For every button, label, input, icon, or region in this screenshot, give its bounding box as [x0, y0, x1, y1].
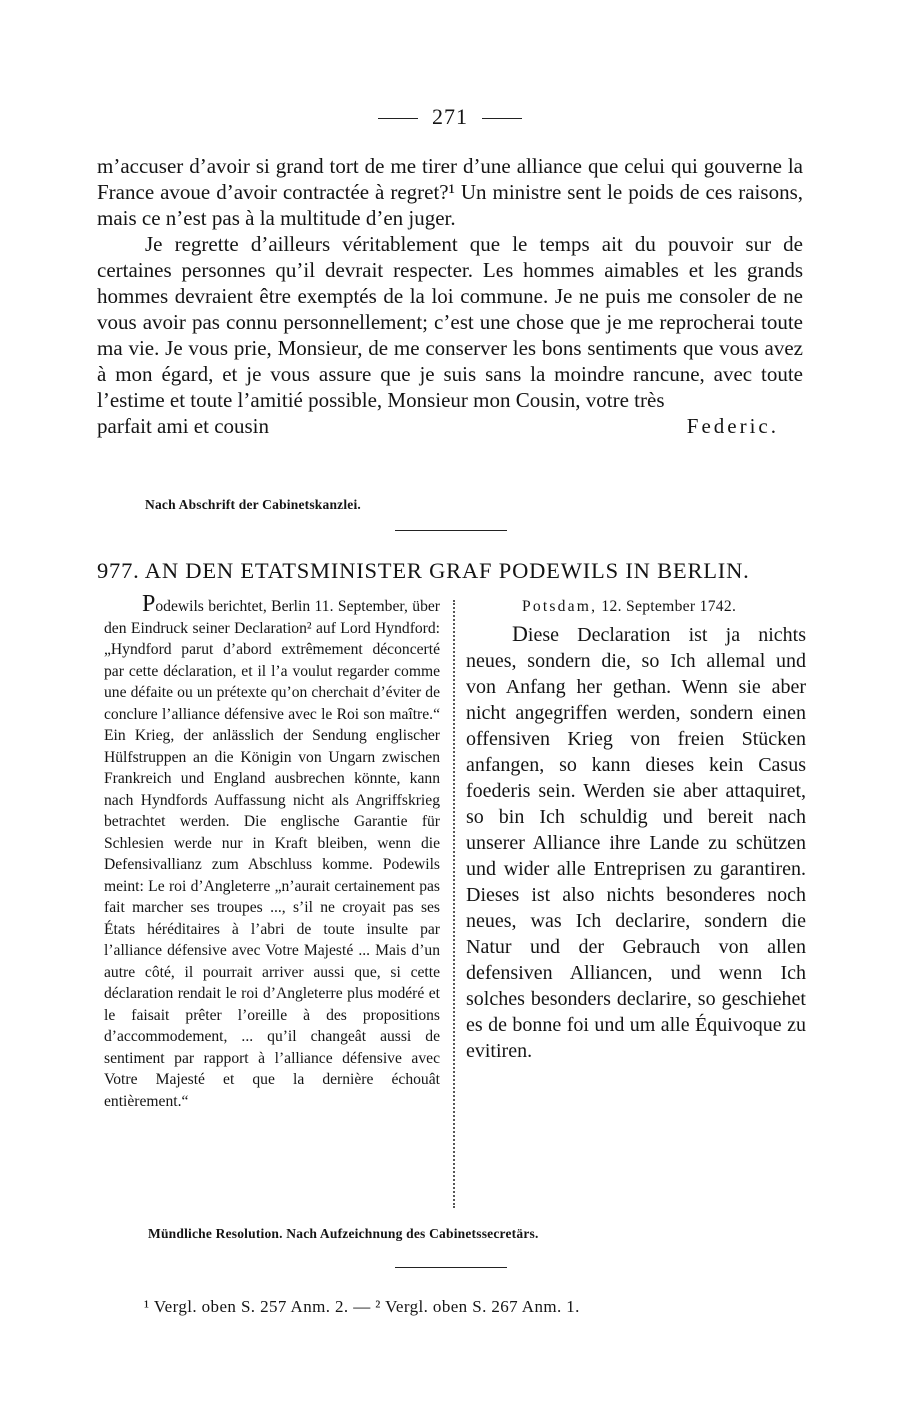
- letter-paragraph-2: Je regrette d’ailleurs véritablement que le temps ait du pouvoir sur de certaines personnes qu’il devrait respecter. Les hommes aimables et les grands hommes devraient être exemptés de la loi commune. Je ne puis me consoler de ne vous avoir pas connu personnellement; c’est une chose que je me reprocherai toute ma vie. Je vous prie, Monsieur, de me conserver les bons sentiments que vous avez à mon égard, et je vous assure que je suis sans la moindre rancune, avec toute l’estime et toute l’amitié possible, Monsieur mon Cousin, votre très: [97, 232, 803, 412]
- document-title: AN DEN ETATSMINISTER GRAF PODEWILS IN BERLIN.: [144, 558, 750, 583]
- letter-closing-line: [97, 413, 803, 439]
- signature: Federic.: [686, 414, 779, 438]
- section-separator-rule: [395, 530, 507, 531]
- summary-column: [104, 591, 440, 1112]
- letter-closing: parfait ami et cousin: [97, 414, 270, 438]
- footnotes: ¹ Vergl. oben S. 257 Anm. 2. — ² Vergl. oben S. 267 Anm. 1.: [144, 1297, 580, 1316]
- source-note: Nach Abschrift der Cabinetskanzlei.: [145, 497, 362, 512]
- footnote-separator-rule: [395, 1267, 507, 1268]
- document-heading: [97, 558, 807, 584]
- page-number-dash-right: [482, 118, 522, 119]
- page-number-text: 271: [432, 104, 468, 129]
- dateline-place: Potsdam,: [522, 598, 598, 615]
- letter-continuation: [97, 153, 803, 439]
- dateline-date: 12. September 1742.: [601, 598, 737, 615]
- summary-initial: P: [142, 591, 156, 617]
- resolution-column: [466, 596, 806, 1064]
- summary-paragraph: [104, 591, 440, 1112]
- resolution-initial: D: [512, 621, 528, 646]
- document-number: 977.: [97, 558, 140, 583]
- page-number: [0, 104, 900, 130]
- column-divider: [453, 600, 455, 1208]
- resolution-text: [466, 621, 806, 1064]
- letter-paragraph-1: m’accuser d’avoir si grand tort de me tirer d’une alliance que celui qui gouverne la France avoue d’avoir contractée à regret?¹ Un ministre sent le poids de ces raisons, mais ce n’est pas à la multitude d’en juger.: [97, 154, 803, 230]
- resolution-body: iese Declaration ist ja nichts neues, sondern die, so Ich allemal und von Anfang her gethan. Wenn sie aber nicht angegriffen werden, sondern einen offensiven Krieg von freien Stücken anfangen, so kann dieses kein Casus foederis sein. Werden sie aber attaquiret, so bin Ich schuldig und bereit nach unserer Alliance ihre Lande zu schützen und wider alle Entreprisen zu garantiren. Dieses ist also nichts besonderes noch neues, was Ich declarire, sondern die Natur und der Gebrauch von allen defensiven Alliancen, und wenn Ich solches besonders declarire, so geschiehet es de bonne foi und um alle Équivoque zu evitiren.: [466, 624, 806, 1062]
- resolution-note: Mündliche Resolution. Nach Aufzeichnung des Cabinetssecretärs.: [148, 1226, 539, 1241]
- dateline: [522, 596, 806, 617]
- summary-text: odewils berichtet, Berlin 11. September, über den Eindruck seiner Declaration² auf Lord Hyndford: „Hyndford parut d’abord extrêmement déconcerté par cette déclaration, et il l’a voulut regarder comme une défaite ou un prétexte qu’on cherchait d’éviter de conclure l’alliance défensive avec le Roi son maître.“ Ein Krieg, der anlässlich der Sendung englischer Hülfstruppen an die Königin von Ungarn zwischen Frankreich und England ausbrechen könnte, kann nach Hyndfords Auffassung nicht als Angriffskrieg betrachtet werden. Die englische Garantie für Schlesien werde nur in Kraft bleiben, wenn die Defensivallianz zum Abschluss komme. Podewils meint: Le roi d’Angleterre „n’aurait certainement pas fait marcher ses troupes ..., s’il ne croyait pas ses États héréditaires à l’abri de toute insulte par l’alliance défensive avec Votre Majesté ... Mais d’un autre côté, il pourrait arriver aussi que, si cette déclaration rendait le roi d’Angleterre plus modéré et le faisait prêter l’oreille à des propositions d’accommodement, ... qu’il changeât aussi de sentiment par rapport à l’alliance défensive avec Votre Majesté et que la dernière échouât entièrement.“: [104, 598, 440, 1110]
- page-number-dash-left: [378, 118, 418, 119]
